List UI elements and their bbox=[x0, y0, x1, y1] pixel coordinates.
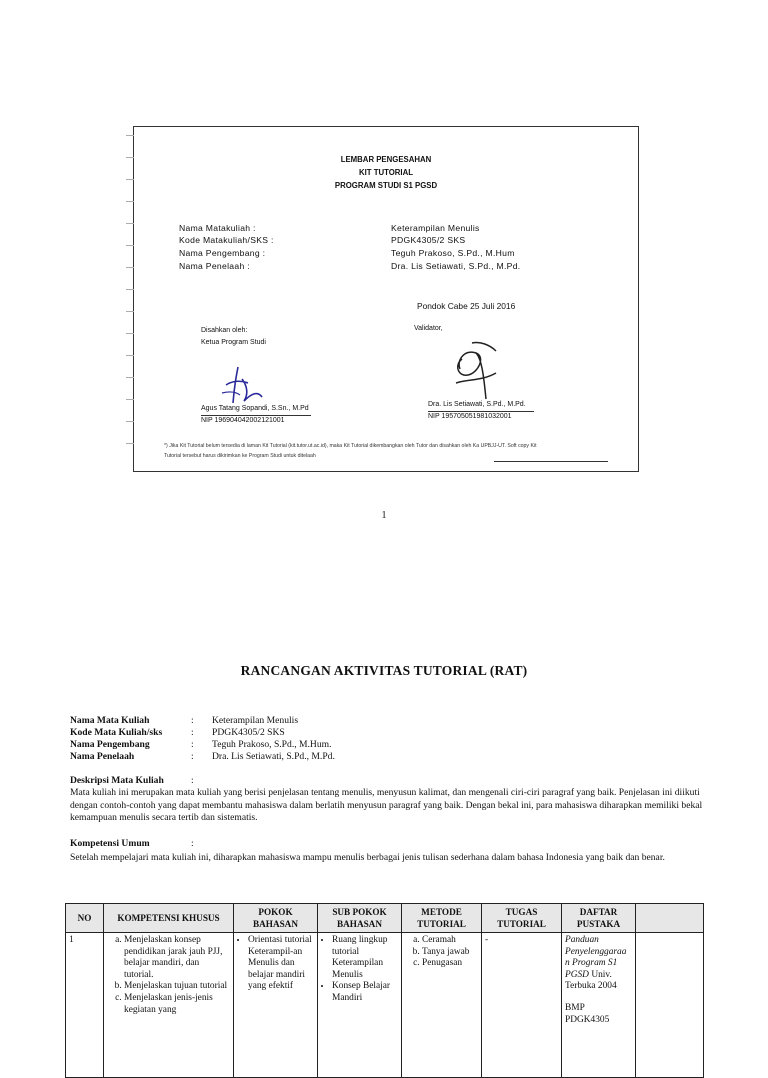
approval-sheet bbox=[133, 126, 639, 472]
sheet-label-kode: Kode Matakuliah/SKS : bbox=[179, 235, 274, 245]
page-number: 1 bbox=[381, 510, 387, 521]
pustaka-title-italic: Panduan Penyelenggaraa n Program S1 PGSD bbox=[565, 935, 627, 980]
cell-kompetensi-khusus bbox=[104, 933, 234, 1078]
left-signer-caption-1: Disahkan oleh: bbox=[201, 327, 248, 334]
header-tugas-tutorial: TUGAS TUTORIAL bbox=[482, 904, 562, 933]
kompetensi-colon: : bbox=[191, 838, 194, 849]
footnote-rule bbox=[494, 461, 608, 462]
cell-metode-tutorial bbox=[402, 933, 482, 1078]
info-label-penelaah: Nama Penelaah bbox=[70, 751, 135, 762]
sheet-footnote-line-1: *) Jika Kit Tutorial belum tersedia di laman Kit Tutorial (kit.tutor.ut.ac.id), maka Kit Tutorial dikembangkan oleh Tutor dan disahkan oleh Ka UPBJJ-UT. Soft copy Kit bbox=[164, 443, 537, 449]
header-no: NO bbox=[66, 904, 104, 933]
cell-no: 1 bbox=[66, 933, 104, 1078]
pustaka-code: PDGK4305 bbox=[565, 1014, 610, 1025]
cell-tugas-tutorial: - bbox=[482, 933, 562, 1078]
rat-table bbox=[65, 903, 704, 1078]
rat-title: RANCANGAN AKTIVITAS TUTORIAL (RAT) bbox=[240, 663, 528, 678]
list-item: • Orientasi tutorial Keterampil-an Menulis dan belajar mandiri yang efektif bbox=[248, 935, 314, 993]
list-item: • Konsep Belajar Mandiri bbox=[332, 981, 398, 1004]
sheet-title-line-2: KIT TUTORIAL bbox=[359, 168, 413, 177]
header-sub-pokok-bahasan: SUB POKOK BAHASAN bbox=[318, 904, 402, 933]
sheet-value-matakuliah: Keterampilan Menulis bbox=[391, 223, 480, 233]
sheet-label-penelaah: Nama Penelaah : bbox=[179, 261, 250, 271]
left-signature-image bbox=[218, 363, 268, 407]
right-signer-name: Dra. Lis Setiawati, S.Pd., M.Pd. bbox=[428, 401, 526, 408]
right-signer-caption: Validator, bbox=[414, 325, 443, 332]
info-value-penelaah: Dra. Lis Setiawati, S.Pd., M.Pd. bbox=[212, 751, 335, 762]
list-item: b. Tanya jawab bbox=[422, 947, 478, 959]
list-item: • Ruang lingkup tutorial Keterampilan Menulis bbox=[332, 935, 398, 981]
left-signer-caption-2: Ketua Program Studi bbox=[201, 339, 266, 346]
info-value-kode: PDGK4305/2 SKS bbox=[212, 727, 285, 738]
cell-daftar-pustaka bbox=[562, 933, 636, 1078]
right-signer-nip: NIP 195705051981032001 bbox=[428, 413, 512, 420]
kompetensi-text: Setelah mempelajari mata kuliah ini, diharapkan mahasiswa mampu menulis berbagai jenis tulisan sederhana dalam bahasa Indonesia yang baik dan benar. bbox=[70, 852, 665, 863]
info-colon: : bbox=[191, 715, 194, 726]
sheet-value-kode: PDGK4305/2 SKS bbox=[391, 235, 466, 245]
sheet-value-pengembang: Teguh Prakoso, S.Pd., M.Hum bbox=[391, 248, 515, 258]
info-label-kode: Kode Mata Kuliah/sks bbox=[70, 727, 163, 738]
left-signer-underline bbox=[201, 415, 311, 416]
info-label-nama-mk: Nama Mata Kuliah bbox=[70, 715, 150, 726]
header-extra bbox=[636, 904, 704, 933]
info-colon: : bbox=[191, 739, 194, 750]
info-value-pengembang: Teguh Prakoso, S.Pd., M.Hum. bbox=[212, 739, 332, 750]
sheet-title-line-1: LEMBAR PENGESAHAN bbox=[340, 155, 432, 164]
deskripsi-text: Mata kuliah ini merupakan mata kuliah yang berisi penjelasan tentang menulis, menyusun kalimat, dan mengenali ciri-ciri paragraf yang baik. Penjelasan ini diikuti dengan contoh-contoh yang dapat membantu mahasiswa dalam berlatih menyusun paragraf yang baik. Dengan bekal ini, para mahasiswa diharapkan memiliki bekal kemampuan menulis secara tertib dan sistematis. bbox=[70, 787, 703, 823]
info-colon: : bbox=[191, 751, 194, 762]
list-item: a. Menjelaskan konsep pendidikan jarak jauh PJJ, belajar mandiri, dan tutorial. bbox=[124, 935, 230, 981]
info-label-pengembang: Nama Pengembang bbox=[70, 739, 150, 750]
info-value-nama-mk: Keterampilan Menulis bbox=[212, 715, 299, 726]
sheet-footnote-line-2: Tutorial tersebut harus dikirimkan ke Program Studi untuk ditelaah bbox=[164, 453, 316, 459]
list-item: a. Ceramah bbox=[422, 935, 478, 947]
header-metode-tutorial: METODE TUTORIAL bbox=[402, 904, 482, 933]
right-signature-image bbox=[446, 339, 508, 405]
sheet-value-penelaah: Dra. Lis Setiawati, S.Pd., M.Pd. bbox=[391, 261, 521, 271]
pustaka-bmp: BMP bbox=[565, 1002, 585, 1013]
cell-sub-pokok-bahasan bbox=[318, 933, 402, 1078]
table-header-row bbox=[66, 904, 704, 933]
sheet-label-matakuliah: Nama Matakuliah : bbox=[179, 223, 256, 233]
cell-pokok-bahasan bbox=[234, 933, 318, 1078]
list-item: b. Menjelaskan tujuan tutorial bbox=[124, 981, 230, 993]
right-signer-underline bbox=[428, 411, 534, 412]
sheet-title-line-3: PROGRAM STUDI S1 PGSD bbox=[334, 181, 438, 190]
deskripsi-colon: : bbox=[191, 775, 194, 786]
table-row bbox=[66, 933, 704, 1078]
kompetensi-heading: Kompetensi Umum bbox=[70, 838, 150, 849]
header-kompetensi-khusus: KOMPETENSI KHUSUS bbox=[104, 904, 234, 933]
cell-extra bbox=[636, 933, 704, 1078]
list-item: c. Penugasan bbox=[422, 958, 478, 970]
left-signer-nip: NIP 196904042002121001 bbox=[201, 417, 285, 424]
header-daftar-pustaka: DAFTAR PUSTAKA bbox=[562, 904, 636, 933]
deskripsi-heading: Deskripsi Mata Kuliah bbox=[70, 775, 164, 786]
place-date: Pondok Cabe 25 Juli 2016 bbox=[417, 301, 516, 311]
list-item: c. Menjelaskan jenis-jenis kegiatan yang bbox=[124, 993, 230, 1016]
info-colon: : bbox=[191, 727, 194, 738]
header-pokok-bahasan: POKOK BAHASAN bbox=[234, 904, 318, 933]
sheet-label-pengembang: Nama Pengembang : bbox=[179, 248, 266, 258]
left-signer-name: Agus Tatang Sopandi, S.Sn., M.Pd bbox=[201, 405, 309, 412]
pustaka-publisher: Univ. Terbuka 2004 bbox=[565, 969, 617, 992]
